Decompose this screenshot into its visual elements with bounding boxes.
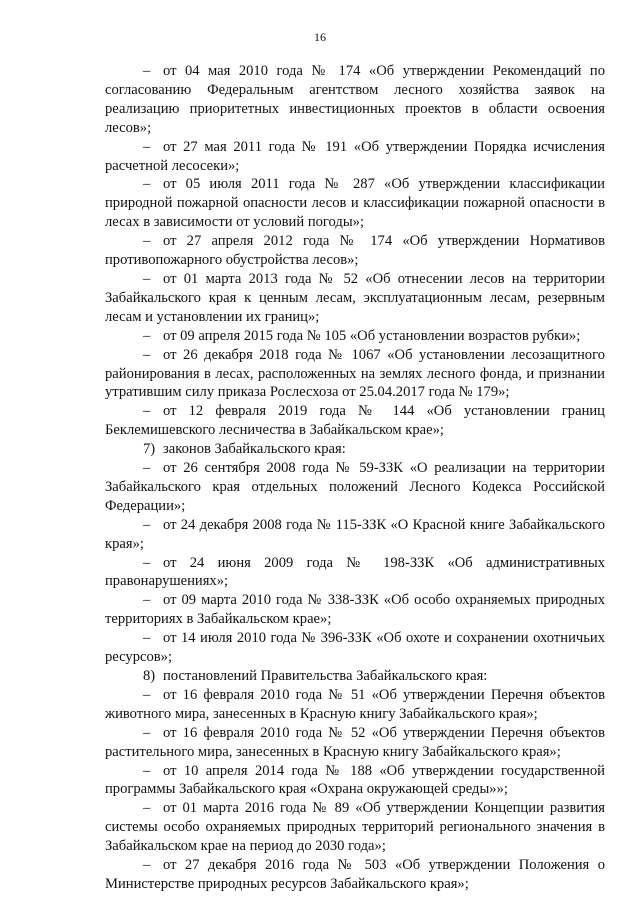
list-marker: –: [143, 724, 151, 741]
list-item-text: от 12 февраля 2019 года № 144 «Об установлении границ Беклемишевского лесничества в Забайкальском крае»;: [105, 403, 605, 439]
list-item: [105, 686, 605, 724]
section-heading-item: [105, 440, 605, 459]
list-marker: –: [143, 762, 151, 779]
list-marker: –: [143, 138, 151, 155]
list-item-text: от 27 мая 2011 года № 191 «Об утверждении Порядка исчисления расчетной лесосеки»;: [105, 138, 605, 174]
list-marker: –: [143, 686, 151, 703]
list-item-text: от 14 июля 2010 года № 396-ЗЗК «Об охоте и сохранении охотничьих ресурсов»;: [105, 630, 605, 666]
list-item: [105, 402, 605, 440]
list-item: [105, 346, 605, 403]
list-item: [105, 232, 605, 270]
list-item-text: от 05 июля 2011 года № 287 «Об утверждении классификации природной пожарной опасности лесов и классификации пожарной опасности в лесах в зависимости от условий погоды»;: [105, 176, 605, 231]
list-marker: –: [143, 460, 151, 477]
list-marker: –: [143, 403, 151, 420]
list-item-text: от 27 декабря 2016 года № 503 «Об утверждении Положения о Министерстве природных ресурсов Забайкальского края»;: [105, 857, 605, 892]
list-marker: –: [143, 176, 151, 193]
list-marker: –: [143, 630, 151, 647]
section-number: 7): [143, 441, 156, 458]
list-item-text: от 26 декабря 2018 года № 1067 «Об установлении лесозащитного районирования в лесах, расположенных на землях лесного фонда, и признании утратившим силу приказа Рослесхоза от 25.04.2017 года № 179»;: [105, 346, 605, 401]
section-heading-text: законов Забайкальского края:: [163, 441, 346, 458]
list-marker: –: [143, 327, 151, 344]
section-number: 8): [143, 668, 156, 684]
list-item-text: от 10 апреля 2014 года № 188 «Об утверждении государственной программы Забайкальского края «Охрана окружающей среды»»;: [105, 762, 605, 798]
list-item: [105, 762, 605, 800]
list-item: [105, 62, 605, 138]
list-item: [105, 799, 605, 856]
list-item: [105, 459, 605, 516]
list-item-text: от 16 февраля 2010 года № 51 «Об утверждении Перечня объектов животного мира, занесенных в Красную книгу Забайкальского края»;: [105, 686, 605, 722]
list-item: [105, 629, 605, 667]
page-number: 16: [314, 30, 326, 44]
document-body: [105, 62, 605, 894]
list-item: [105, 554, 605, 592]
list-item-text: от 04 мая 2010 года № 174 «Об утверждении Рекомендаций по согласованию Федеральным агентством лесного хозяйства заявок на реализацию приоритетных инвестиционных проектов в области освоения лесов»;: [105, 63, 605, 136]
list-item-text: от 24 июня 2009 года № 198-ЗЗК «Об административных правонарушениях»;: [105, 554, 605, 590]
list-item-text: от 26 сентября 2008 года № 59-ЗЗК «О реализации на территории Забайкальского края отдельных положений Лесного Кодекса Российской Федерации»;: [105, 460, 605, 514]
list-item: [105, 856, 605, 894]
list-item: [105, 270, 605, 327]
section-heading-item: [105, 667, 605, 686]
list-item-text: от 01 марта 2016 года № 89 «Об утверждении Концепции развития системы особо охраняемых природных территорий регионального значения в Забайкальском крае на период до 2030 года»;: [105, 800, 605, 855]
list-marker: –: [143, 63, 151, 79]
list-item: [105, 327, 605, 346]
section-heading-text: постановлений Правительства Забайкальского края:: [163, 668, 488, 684]
list-marker: –: [143, 346, 151, 363]
list-marker: –: [143, 800, 151, 817]
list-item-text: от 24 декабря 2008 года № 115-ЗЗК «О Красной книге Забайкальского края»;: [105, 516, 605, 552]
list-marker: –: [143, 857, 151, 874]
list-item-text: от 27 апреля 2012 года № 174 «Об утверждении Нормативов противопожарного обустройства лесов»;: [105, 233, 605, 269]
list-item: [105, 591, 605, 629]
list-item-text: от 09 апреля 2015 года № 105 «Об установлении возрастов рубки»;: [163, 327, 581, 344]
list-item-text: от 16 февраля 2010 года № 52 «Об утверждении Перечня объектов растительного мира, занесенных в Красную книгу Забайкальского края»;: [105, 724, 605, 760]
list-item-text: от 09 марта 2010 года № 338-ЗЗК «Об особо охраняемых природных территориях в Забайкальском крае»;: [105, 592, 605, 628]
list-item-text: от 01 марта 2013 года № 52 «Об отнесении лесов на территории Забайкальского края к ценным лесам, эксплуатационным лесам, резервным лесам и установлении их границ»;: [105, 270, 605, 325]
list-item: [105, 175, 605, 232]
list-marker: –: [143, 592, 151, 609]
list-marker: –: [143, 554, 151, 571]
list-item: [105, 516, 605, 554]
list-item: [105, 138, 605, 176]
list-marker: –: [143, 233, 151, 250]
list-item: [105, 724, 605, 762]
list-marker: –: [143, 516, 151, 533]
list-marker: –: [143, 270, 151, 287]
